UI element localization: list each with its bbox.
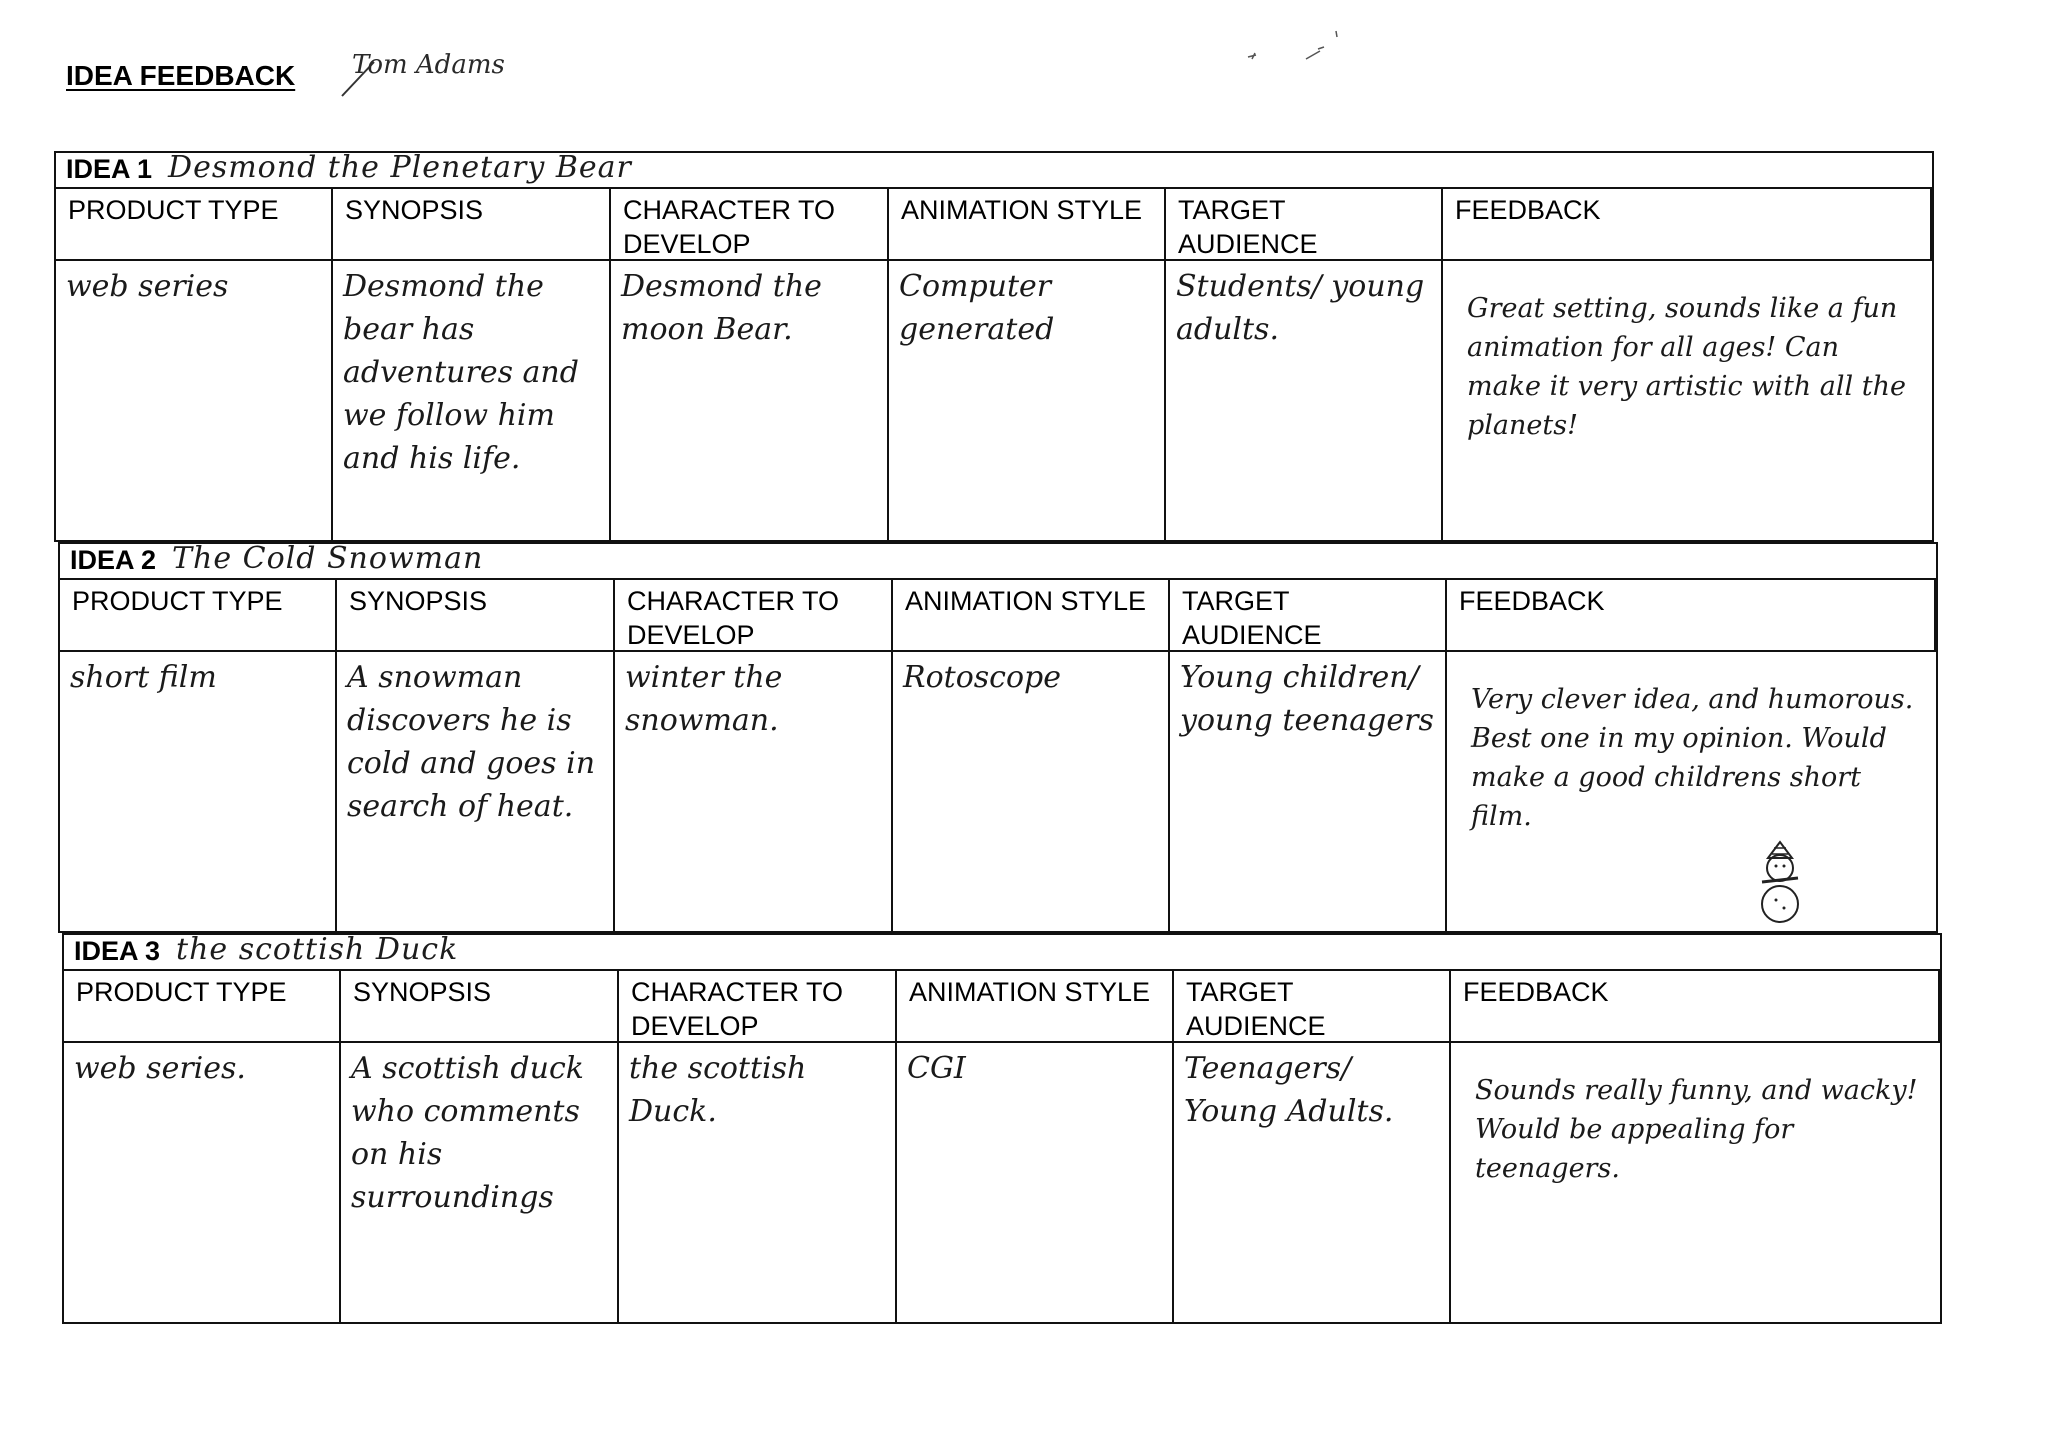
header-target-audience: TARGET AUDIENCE bbox=[1166, 189, 1443, 261]
idea-2-block bbox=[58, 542, 1938, 933]
idea-2-header bbox=[60, 541, 1936, 580]
idea-3-feedback: Sounds really funny, and wacky! Would be appealing for teenagers. bbox=[1475, 1075, 1918, 1184]
idea-2-feedback-text: Very clever idea, and humorous. Best one in my opinion. Would make a good childrens short film. bbox=[1471, 684, 1914, 832]
idea-2-product-type: short film bbox=[60, 652, 337, 932]
idea-1-character: Desmond the moon Bear. bbox=[611, 261, 889, 541]
header-character: CHARACTER TO DEVELOP bbox=[615, 580, 893, 652]
idea-3-synopsis: A scottish duck who comments on his surroundings bbox=[341, 1043, 619, 1323]
idea-3-header bbox=[64, 932, 1940, 971]
idea-1-feedback: Great setting, sounds like a fun animation for all ages! Can make it very artistic with all the planets! bbox=[1467, 293, 1906, 441]
idea-2-label: IDEA 2 bbox=[70, 545, 157, 575]
header-product-type: PRODUCT TYPE bbox=[60, 580, 337, 652]
idea-1-target-audience: Students/ young adults. bbox=[1166, 261, 1443, 541]
header-animation-style: ANIMATION STYLE bbox=[897, 971, 1174, 1043]
header-product-type: PRODUCT TYPE bbox=[64, 971, 341, 1043]
idea-3-animation-style: CGI bbox=[897, 1043, 1174, 1323]
idea-3-character: the scottish Duck. bbox=[619, 1043, 897, 1323]
idea-3-product-type: web series. bbox=[64, 1043, 341, 1323]
idea-3-target-audience: Teenagers/ Young Adults. bbox=[1174, 1043, 1451, 1323]
idea-3-table bbox=[64, 971, 1940, 1323]
snowman-icon bbox=[1754, 838, 1806, 928]
idea-3-name: the scottish Duck bbox=[176, 932, 459, 967]
header-character: CHARACTER TO DEVELOP bbox=[619, 971, 897, 1043]
header-target-audience: TARGET AUDIENCE bbox=[1170, 580, 1447, 652]
header-synopsis: SYNOPSIS bbox=[333, 189, 611, 261]
idea-1-table bbox=[56, 189, 1932, 541]
idea-2-animation-style: Rotoscope bbox=[893, 652, 1170, 932]
idea-1-label: IDEA 1 bbox=[66, 154, 153, 184]
idea-2-table bbox=[60, 580, 1936, 932]
header-feedback: FEEDBACK bbox=[1451, 971, 1940, 1043]
header-feedback: FEEDBACK bbox=[1443, 189, 1932, 261]
header-synopsis: SYNOPSIS bbox=[337, 580, 615, 652]
header-target-audience: TARGET AUDIENCE bbox=[1174, 971, 1451, 1043]
idea-2-feedback bbox=[1447, 652, 1936, 932]
idea-1-header bbox=[56, 150, 1932, 189]
idea-1-animation-style: Computer generated bbox=[889, 261, 1166, 541]
header-product-type: PRODUCT TYPE bbox=[56, 189, 333, 261]
page-title: IDEA FEEDBACK bbox=[66, 60, 296, 91]
idea-3-label: IDEA 3 bbox=[74, 936, 161, 966]
idea-2-name: The Cold Snowman bbox=[172, 541, 484, 576]
author-name: Tom Adams bbox=[352, 50, 505, 80]
header-synopsis: SYNOPSIS bbox=[341, 971, 619, 1043]
header-animation-style: ANIMATION STYLE bbox=[893, 580, 1170, 652]
idea-2-target-audience: Young children/ young teenagers bbox=[1170, 652, 1447, 932]
stray-pen-marks-icon bbox=[1240, 25, 1350, 75]
idea-1-name: Desmond the Plenetary Bear bbox=[168, 150, 632, 185]
header-animation-style: ANIMATION STYLE bbox=[889, 189, 1166, 261]
idea-1-block bbox=[54, 151, 1934, 542]
idea-1-synopsis: Desmond the bear has adventures and we follow him and his life. bbox=[333, 261, 611, 541]
header-character: CHARACTER TO DEVELOP bbox=[611, 189, 889, 261]
idea-2-character: winter the snowman. bbox=[615, 652, 893, 932]
idea-2-synopsis: A snowman discovers he is cold and goes in search of heat. bbox=[337, 652, 615, 932]
idea-3-block bbox=[62, 933, 1942, 1324]
idea-1-product-type: web series bbox=[56, 261, 333, 541]
header-feedback: FEEDBACK bbox=[1447, 580, 1936, 652]
